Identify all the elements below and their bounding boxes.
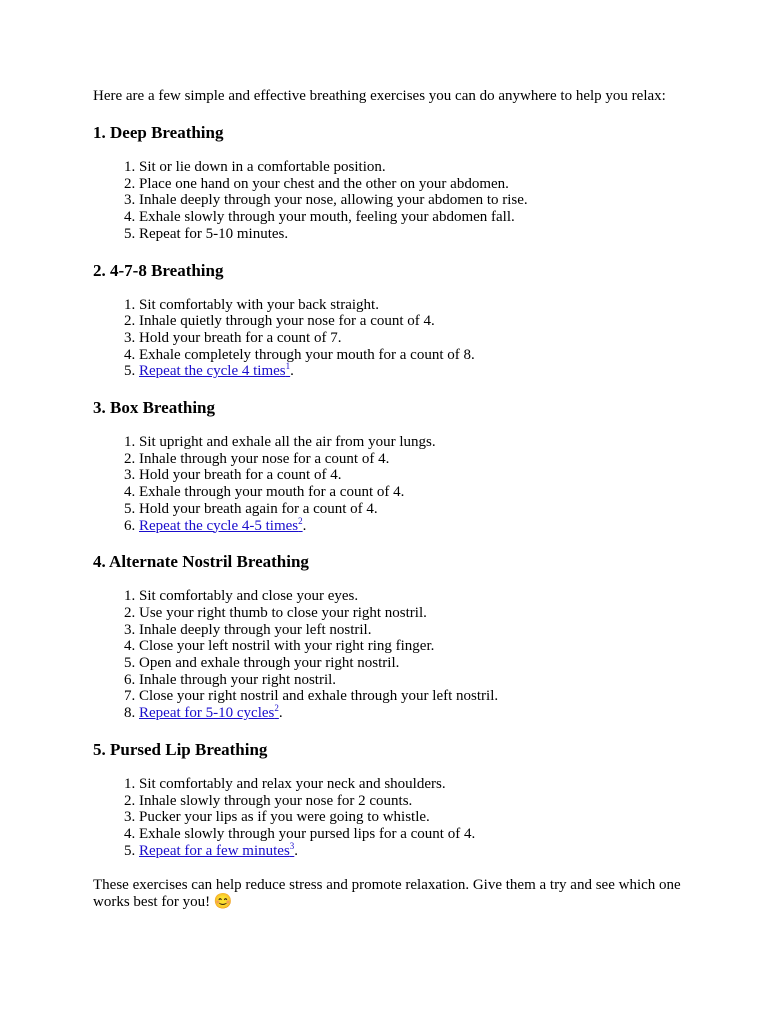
list-item: 1. Sit comfortably and close your eyes. <box>139 588 683 605</box>
repeat-cycles-link[interactable] <box>139 705 279 721</box>
link-text: Repeat for a few minutes <box>139 842 290 859</box>
steps-list <box>93 297 683 381</box>
repeat-minutes-link[interactable] <box>139 840 295 859</box>
list-item: 4. Close your left nostril with your right ring finger. <box>139 638 683 655</box>
list-item: 1. Sit comfortably with your back straight. <box>139 297 683 314</box>
list-item-link <box>139 705 683 722</box>
list-item: 4. Exhale completely through your mouth for a count of 8. <box>139 347 683 364</box>
list-item-link <box>139 363 683 380</box>
list-item: 3. Hold your breath for a count of 7. <box>139 330 683 347</box>
list-item-link <box>139 840 683 860</box>
section-4-7-8-breathing <box>93 261 683 381</box>
list-item: 1. Sit upright and exhale all the air from your lungs. <box>139 434 683 451</box>
steps-list <box>93 776 683 860</box>
section-heading: 1. Deep Breathing <box>93 123 224 142</box>
repeat-cycle-link[interactable] <box>139 515 303 534</box>
list-item: 2. Inhale slowly through your nose for 2 counts. <box>139 793 683 810</box>
citation-ref: 3 <box>289 840 295 851</box>
link-trailing-period: . <box>302 517 307 534</box>
link-text: Repeat the cycle 4-5 times <box>139 517 299 534</box>
section-heading: 4. Alternate Nostril Breathing <box>93 552 309 572</box>
section-heading: 2. 4-7-8 Breathing <box>93 260 224 280</box>
intro-paragraph: Here are a few simple and effective breathing exercises you can do anywhere to help you relax: <box>93 88 666 104</box>
link-text: Repeat for 5-10 cycles <box>139 705 275 722</box>
list-item: 3. Inhale deeply through your nose, allowing your abdomen to rise. <box>139 192 683 209</box>
list-item: 4. Exhale through your mouth for a count of 4. <box>139 484 683 501</box>
list-item: 6. Inhale through your right nostril. <box>139 672 683 689</box>
list-item: 3. Pucker your lips as if you were going to whistle. <box>139 809 683 826</box>
list-item: 4. Exhale slowly through your pursed lips for a count of 4. <box>139 826 683 843</box>
repeat-cycle-link[interactable] <box>139 363 290 379</box>
list-item: 7. Close your right nostril and exhale through your left nostril. <box>139 688 683 705</box>
list-item: 1. Sit comfortably and relax your neck and shoulders. <box>139 776 683 793</box>
section-box-breathing <box>93 398 683 534</box>
citation-ref: 2 <box>298 515 303 526</box>
list-item: 2. Inhale through your nose for a count of 4. <box>139 451 683 468</box>
list-item: 4. Exhale slowly through your mouth, feeling your abdomen fall. <box>139 209 683 226</box>
section-deep-breathing <box>93 123 683 243</box>
section-heading: 5. Pursed Lip Breathing <box>93 739 268 759</box>
steps-list <box>93 588 683 722</box>
steps-list <box>93 159 683 243</box>
citation-ref: 2 <box>274 703 279 714</box>
link-trailing-period: . <box>278 705 283 722</box>
steps-list <box>93 434 683 534</box>
document-body <box>93 88 683 911</box>
list-item: 3. Inhale deeply through your left nostril. <box>139 622 683 639</box>
section-pursed-lip-breathing <box>93 740 683 860</box>
list-item: 5. Repeat for 5-10 minutes. <box>139 226 683 243</box>
list-item: 2. Place one hand on your chest and the other on your abdomen. <box>139 176 683 193</box>
citation-ref: 1 <box>285 361 291 372</box>
section-heading: 3. Box Breathing <box>93 398 216 418</box>
list-item: 5. Hold your breath again for a count of 4. <box>139 501 683 518</box>
closing-paragraph: These exercises can help reduce stress and promote relaxation. Give them a try and see which one works best for you! 😊 <box>93 877 681 911</box>
link-trailing-period: . <box>294 842 299 859</box>
link-trailing-period: . <box>290 363 294 380</box>
list-item: 3. Hold your breath for a count of 4. <box>139 467 683 484</box>
section-alternate-nostril-breathing <box>93 552 683 722</box>
list-item: 5. Open and exhale through your right nostril. <box>139 655 683 672</box>
list-item-link <box>139 515 683 535</box>
list-item: 2. Inhale quietly through your nose for a count of 4. <box>139 313 683 330</box>
list-item: 1. Sit or lie down in a comfortable position. <box>139 159 683 176</box>
list-item: 2. Use your right thumb to close your right nostril. <box>139 605 683 622</box>
link-text: Repeat the cycle 4 times <box>139 363 286 380</box>
